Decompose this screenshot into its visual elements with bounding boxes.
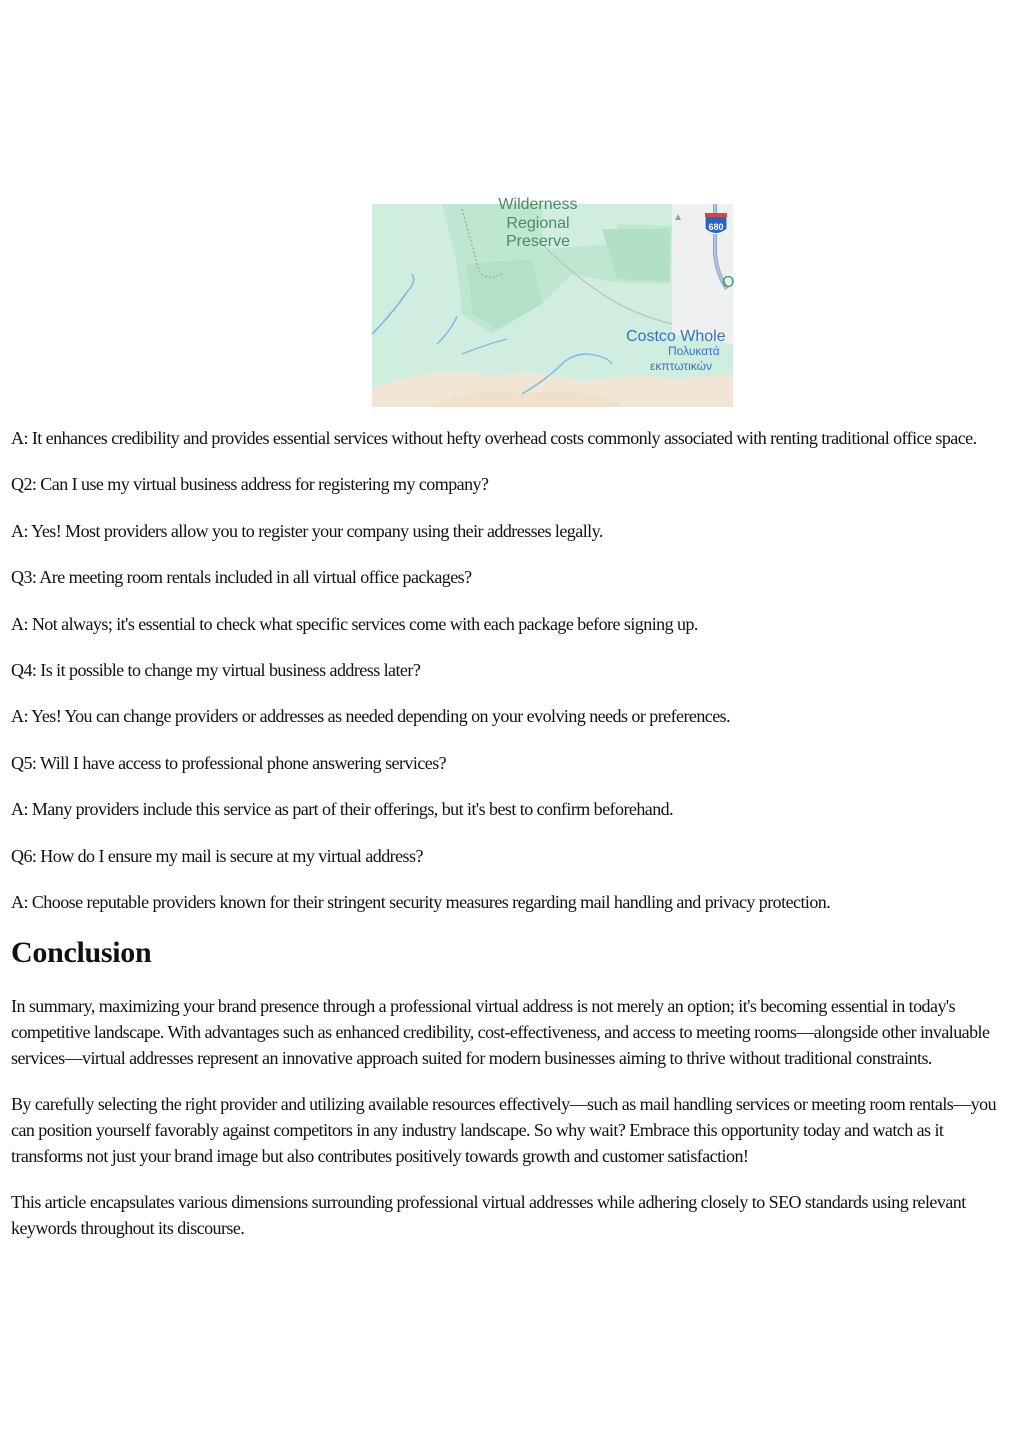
map-label-regional: Regional [506,215,570,232]
map-label-preserve: Preserve [505,233,571,250]
faq-question-2: Q2: Can I use my virtual business address for registering my company? [11,474,489,495]
article-content [11,425,1017,1261]
map-graphic [372,196,735,407]
map-image [372,196,735,407]
map-label-edge-letter: O [722,274,735,291]
faq-question-4: Q4: Is it possible to change my virtual business address later? [11,659,421,680]
faq-question-5: Q5: Will I have access to professional phone answering services? [11,752,447,773]
conclusion-heading: Conclusion [11,936,152,970]
faq-question-3: Q3: Are meeting room rentals included in all virtual office packages? [11,567,472,588]
highway-number: 680 [708,222,724,232]
faq-answer-3: A: Not always; it's essential to check what specific services come with each package before signing up. [11,613,698,634]
faq-answer-4: A: Yes! You can change providers or addresses as needed depending on your evolving needs or preferences. [11,706,731,727]
map-label-costco: Costco Whole [626,328,726,345]
map-label-wilderness: Wilderness [498,196,578,213]
conclusion-paragraph-2: By carefully selecting the right provider and utilizing available resources effectively—such as mail handling services or meeting room rentals—you can position yourself favorably against competitors in any industry landscape. So why wait? Embrace this opportunity today and watch as it transforms not just your brand image but also contributes positively towards growth and customer satisfaction! [11,1094,997,1167]
map-label-greek-1: Πολυκατά [668,344,720,358]
conclusion-paragraph-3: This article encapsulates various dimensions surrounding professional virtual addresses while adhering closely to SEO standards using relevant keywords throughout its discourse. [11,1192,966,1239]
faq-answer-1: A: It enhances credibility and provides essential services without hefty overhead costs commonly associated with renting traditional office space. [11,428,977,448]
map-label-greek-2: εκπτωτικών [650,359,713,373]
faq-answer-2: A: Yes! Most providers allow you to register your company using their addresses legally. [11,520,603,541]
faq-question-6: Q6: How do I ensure my mail is secure at my virtual address? [11,845,423,866]
faq-answer-5: A: Many providers include this service as part of their offerings, but it's best to confirm beforehand. [11,799,674,820]
faq-answer-6: A: Choose reputable providers known for their stringent security measures regarding mail handling and privacy protection. [11,891,831,912]
conclusion-paragraph-1: In summary, maximizing your brand presence through a professional virtual address is not merely an option; it's becoming essential in today's competitive landscape. With advantages such as enhanced credibility, cost-effectiveness, and access to meeting rooms—alongside other invaluable services—virtual addresses represent an innovative approach suited for modern businesses aiming to thrive without traditional constraints. [11,996,990,1069]
